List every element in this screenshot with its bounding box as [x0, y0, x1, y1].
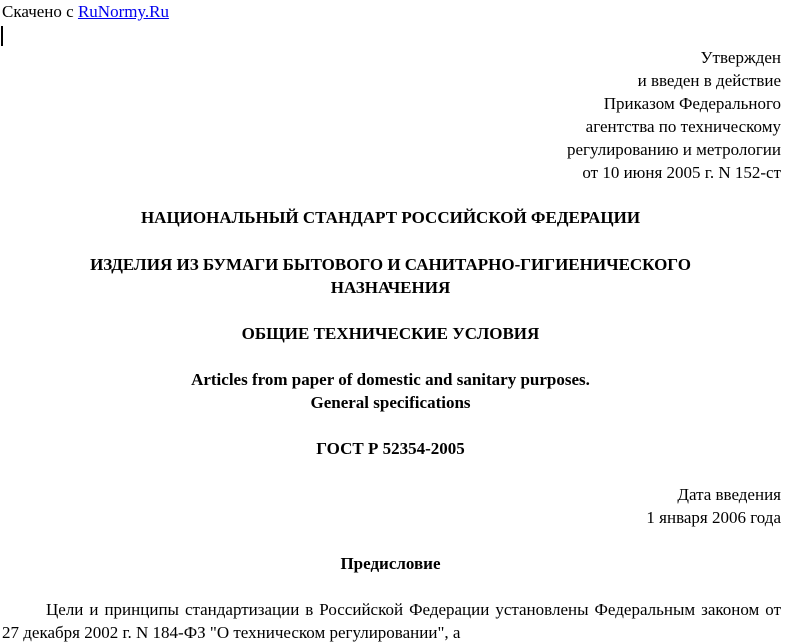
document-title-line: ИЗДЕЛИЯ ИЗ БУМАГИ БЫТОВОГО И САНИТАРНО-ГИГИЕНИЧЕСКОГО	[90, 255, 691, 274]
approval-line: и введен в действие	[637, 71, 781, 90]
introduction-date-block	[646, 483, 781, 529]
approval-line: Утвержден	[700, 48, 781, 67]
approval-block	[567, 46, 781, 184]
preface-paragraph: Цели и принципы стандартизации в Российской Федерации установлены Федеральным законом от 27 декабря 2002 г. N 184-ФЗ "О техническом регулировании", а	[2, 600, 781, 642]
standard-type-heading: НАЦИОНАЛЬНЫЙ СТАНДАРТ РОССИЙСКОЙ ФЕДЕРАЦИИ	[140, 208, 641, 227]
runormy-link[interactable]: RuNormy.Ru	[77, 2, 169, 21]
document-subtitle: ОБЩИЕ ТЕХНИЧЕСКИЕ УСЛОВИЯ	[241, 324, 540, 343]
english-title-line: Articles from paper of domestic and sanitary purposes.	[191, 370, 590, 389]
english-title-line: General specifications	[310, 393, 471, 412]
approval-line: регулированию и метрологии	[566, 140, 781, 159]
document-title-line: НАЗНАЧЕНИЯ	[330, 278, 451, 297]
source-line	[2, 2, 169, 22]
approval-line: Приказом Федерального	[603, 94, 781, 113]
introduction-date-label: Дата введения	[677, 485, 781, 504]
source-prefix: Скачено с	[2, 2, 78, 21]
approval-line: агентства по техническому	[585, 117, 781, 136]
english-title	[0, 368, 781, 414]
preface-heading: Предисловие	[340, 554, 441, 573]
approval-line: от 10 июня 2005 г. N 152-ст	[582, 163, 781, 182]
text-cursor	[1, 26, 3, 46]
standard-code: ГОСТ Р 52354-2005	[316, 439, 465, 458]
document-title	[0, 253, 781, 299]
introduction-date-value: 1 января 2006 года	[646, 508, 781, 527]
